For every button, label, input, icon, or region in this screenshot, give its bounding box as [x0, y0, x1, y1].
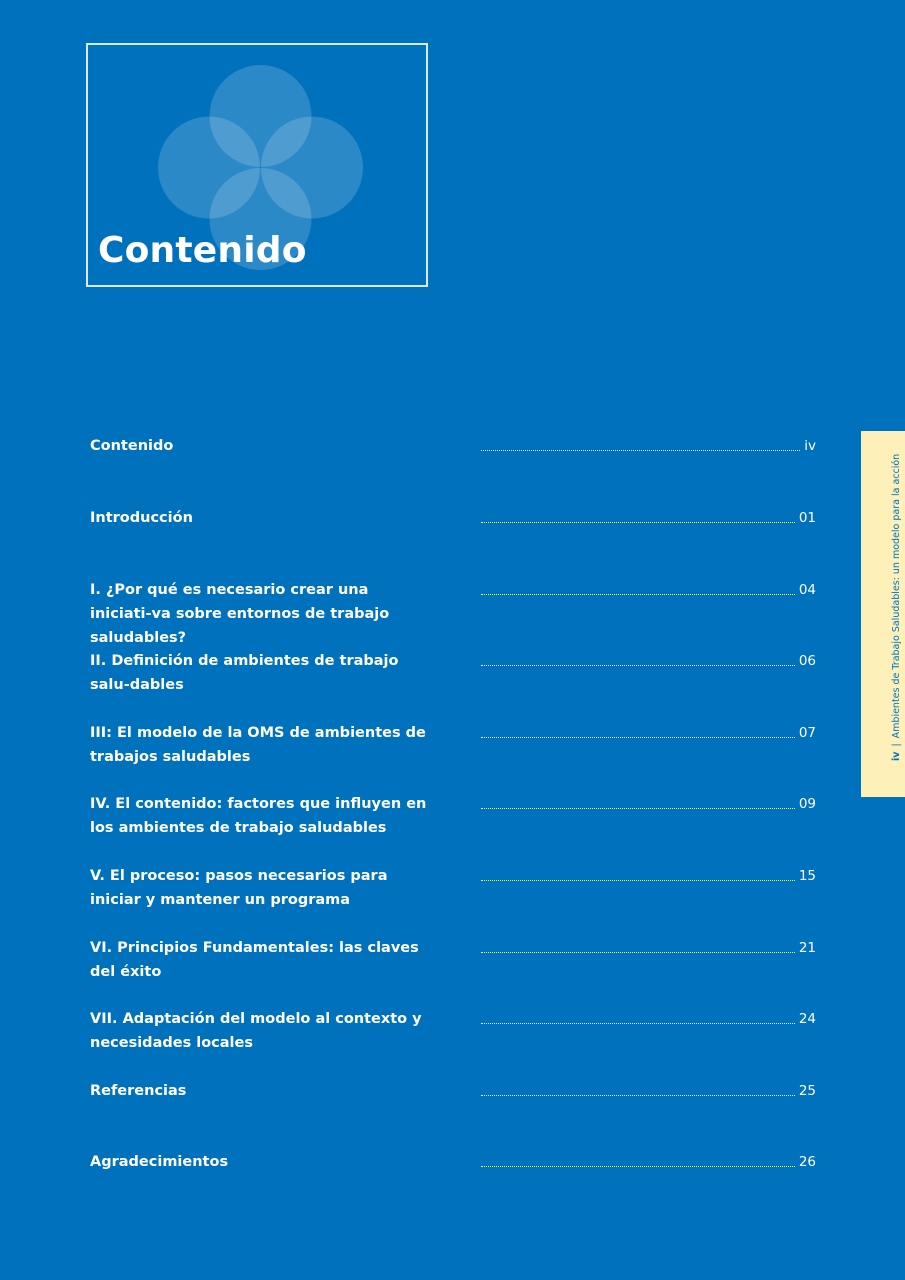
toc-leader	[481, 721, 816, 745]
toc-entry-label: IV. El contenido: factores que influyen en los ambientes de trabajo saludables	[90, 796, 427, 836]
toc-entry-page: 07	[798, 725, 816, 741]
toc-entry-page: 09	[798, 796, 816, 812]
toc-entry-page: iv	[804, 438, 816, 454]
toc-leader	[481, 792, 816, 816]
toc-entry-agradecimientos[interactable]	[90, 1150, 816, 1202]
toc-entry-chapter-1[interactable]	[90, 578, 816, 646]
toc-entry-chapter-2[interactable]	[90, 649, 816, 701]
toc-entry-introduccion[interactable]	[90, 506, 816, 558]
toc-entry-chapter-7[interactable]	[90, 1007, 816, 1059]
side-running-header-tab	[861, 431, 905, 797]
toc-entry-page: 01	[798, 510, 816, 526]
toc-leader	[481, 936, 816, 960]
toc-entry-chapter-4[interactable]	[90, 792, 816, 844]
toc-entry-label: Introducción	[90, 510, 193, 526]
toc-entry-referencias[interactable]	[90, 1079, 816, 1131]
side-running-header	[875, 395, 905, 761]
toc-entry-label: II. Definición de ambientes de trabajo salu-dables	[90, 653, 399, 693]
page-title: Contenido	[98, 230, 307, 271]
toc-entry-label: V. El proceso: pasos necesarios para iniciar y mantener un programa	[90, 868, 388, 908]
toc-entry-chapter-3[interactable]	[90, 721, 816, 773]
toc-entry-page: 25	[798, 1083, 816, 1099]
toc-leader	[481, 1007, 816, 1031]
dot-leader	[481, 808, 795, 809]
toc-entry-label: III: El modelo de la OMS de ambientes de trabajos saludables	[90, 725, 426, 765]
toc-leader	[481, 578, 816, 602]
side-separator: |	[891, 743, 902, 747]
toc-entry-label: Referencias	[90, 1083, 187, 1099]
toc-entry-label: Contenido	[90, 438, 174, 454]
toc-entry-page: 04	[798, 582, 816, 598]
dot-leader	[481, 665, 795, 666]
dot-leader	[481, 1023, 795, 1024]
toc-leader	[481, 506, 816, 530]
dot-leader	[481, 594, 795, 595]
toc-entry-contenido[interactable]	[90, 434, 816, 486]
dot-leader	[481, 522, 795, 523]
toc-entry-chapter-5[interactable]	[90, 864, 816, 916]
dot-leader	[481, 450, 800, 451]
dot-leader	[481, 952, 795, 953]
dot-leader	[481, 737, 795, 738]
toc-leader	[481, 649, 816, 673]
toc-leader	[481, 434, 816, 458]
toc-entry-label: I. ¿Por qué es necesario crear una iniciati-va sobre entornos de trabajo saludables?	[90, 582, 390, 646]
side-page-number: iv	[891, 751, 902, 761]
toc-entry-page: 15	[798, 868, 816, 884]
toc-leader	[481, 1150, 816, 1174]
toc-entry-page: 06	[798, 653, 816, 669]
toc-entry-label: VII. Adaptación del modelo al contexto y necesidades locales	[90, 1011, 422, 1051]
dot-leader	[481, 1095, 795, 1096]
title-box	[86, 43, 428, 287]
toc-entry-page: 21	[798, 940, 816, 956]
toc-leader	[481, 1079, 816, 1103]
toc-entry-label: Agradecimientos	[90, 1154, 229, 1170]
toc-entry-chapter-6[interactable]	[90, 936, 816, 988]
toc-entry-label: VI. Principios Fundamentales: las claves del éxito	[90, 940, 419, 980]
toc-entry-page: 26	[798, 1154, 816, 1170]
dot-leader	[481, 1166, 795, 1167]
toc-leader	[481, 864, 816, 888]
toc-entry-page: 24	[798, 1011, 816, 1027]
side-document-title: Ambientes de Trabajo Saludables: un modelo para la acción	[891, 453, 902, 739]
dot-leader	[481, 880, 795, 881]
